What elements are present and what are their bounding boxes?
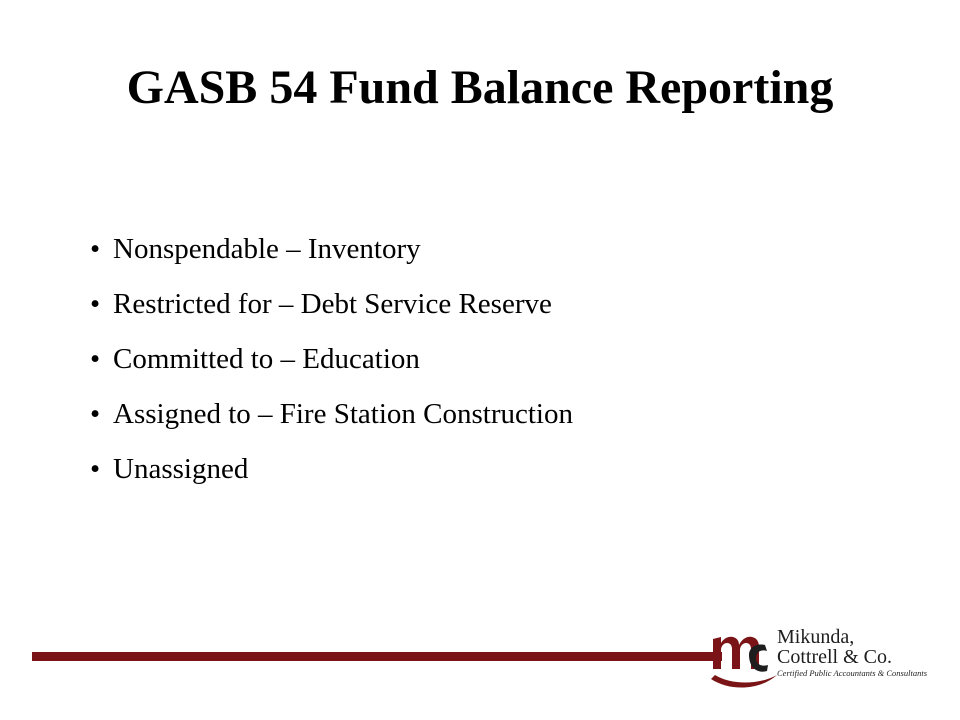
bullet-text: Nonspendable – Inventory: [113, 233, 421, 265]
bullet-text: Assigned to – Fire Station Construction: [113, 398, 573, 430]
bullet-item: [90, 286, 573, 322]
logo-tagline: Certified Public Accountants & Consultants: [777, 668, 928, 678]
footer-divider: [32, 652, 722, 661]
mc-monogram-icon: [707, 625, 779, 691]
bullet-text: Restricted for – Debt Service Reserve: [113, 288, 552, 320]
bullet-icon: •: [90, 233, 101, 265]
logo-name-line1: Mikunda,: [777, 626, 855, 648]
bullet-icon: •: [90, 288, 101, 320]
bullet-item: [90, 396, 573, 432]
bullet-icon: •: [90, 343, 101, 375]
bullet-icon: •: [90, 398, 101, 430]
bullet-icon: •: [90, 453, 101, 485]
bullet-text: Unassigned: [113, 453, 249, 485]
bullet-item: [90, 341, 573, 377]
company-logo: [707, 625, 947, 695]
bullet-list: [90, 231, 573, 506]
slide-title: GASB 54 Fund Balance Reporting: [126, 61, 834, 114]
bullet-item: [90, 231, 573, 267]
bullet-text: Committed to – Education: [113, 343, 420, 375]
logo-name-line2: Cottrell & Co.: [777, 646, 892, 668]
bullet-item: [90, 451, 573, 487]
